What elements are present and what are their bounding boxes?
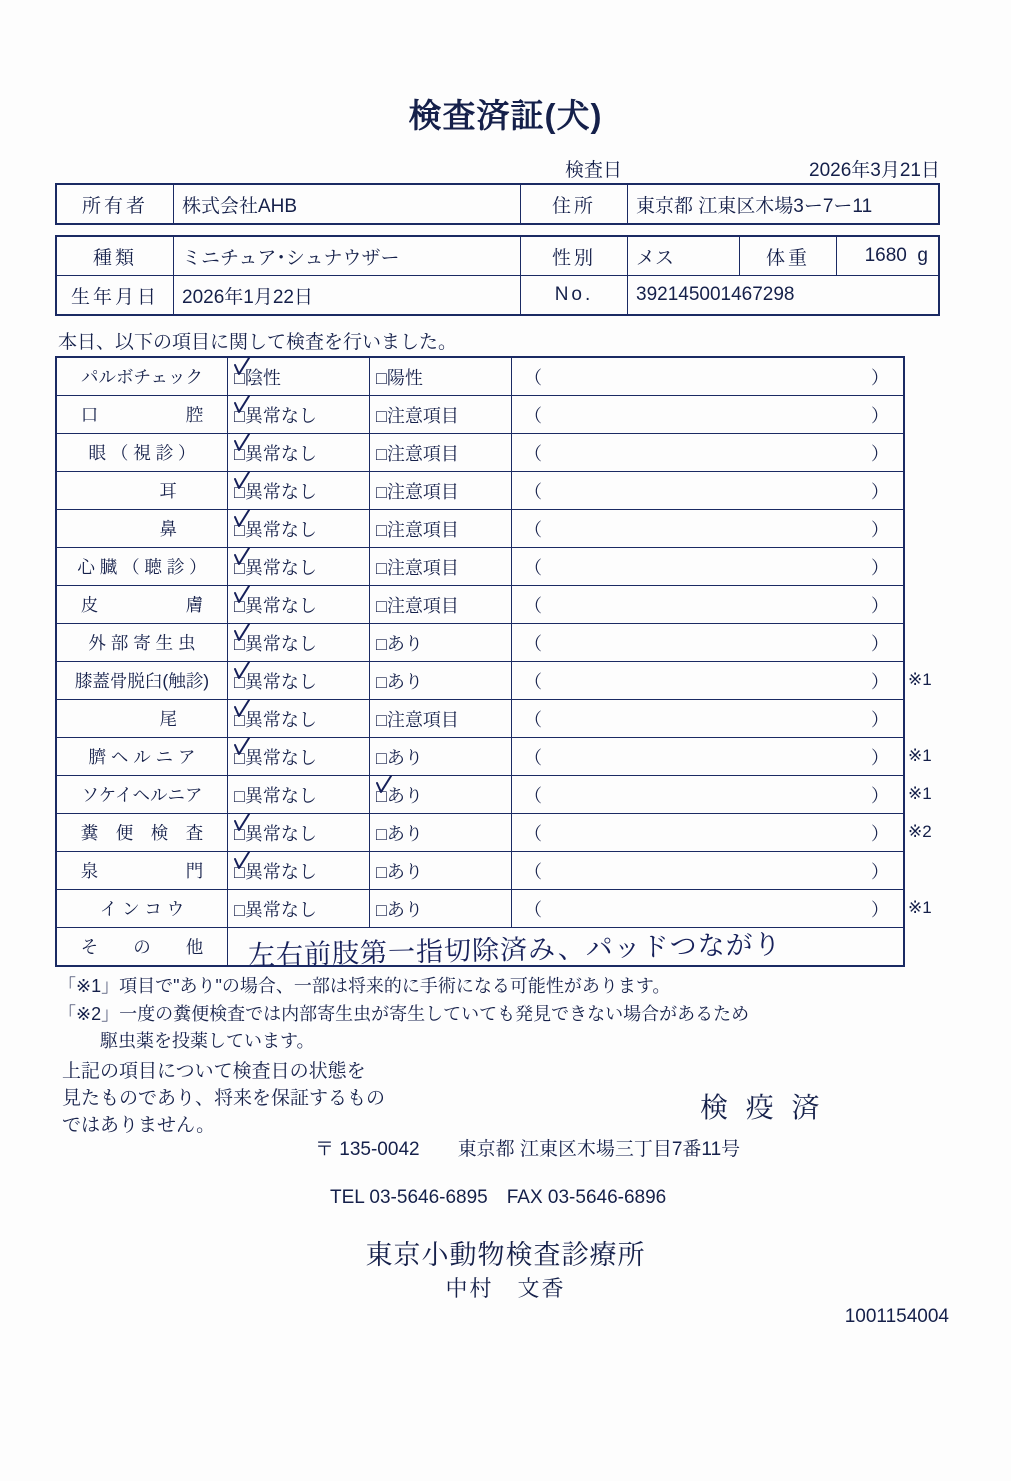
- table-row: [56, 276, 939, 316]
- exam-date-value: 2026年3月21日: [809, 160, 940, 181]
- paren-open: （: [524, 633, 542, 654]
- inspection-row: [56, 510, 904, 548]
- checkbox-2[interactable]: □: [376, 367, 387, 388]
- checkbox-1[interactable]: □: [234, 443, 245, 464]
- owner-label: 所有者: [56, 184, 174, 224]
- inspection-remark-field[interactable]: [512, 586, 905, 624]
- inspection-option-2[interactable]: [370, 396, 512, 434]
- checkbox-2[interactable]: □: [376, 443, 387, 464]
- breed-label: 種類: [56, 236, 174, 276]
- inspection-table: [55, 356, 905, 967]
- breed-value: ミニチュア･シュナウザー: [174, 236, 521, 276]
- inspection-option-2[interactable]: [370, 662, 512, 700]
- paren-close: ）: [871, 481, 889, 502]
- inspection-item-label: 尾: [56, 700, 228, 738]
- checkbox-1[interactable]: □: [234, 595, 245, 616]
- weight-value: 1680: [864, 245, 907, 266]
- checkbox-1[interactable]: □: [234, 861, 245, 882]
- inspection-item-label: イ ン コ ウ: [56, 890, 228, 928]
- paren-open: （: [524, 747, 542, 768]
- option-label-1: 異常なし: [244, 747, 317, 768]
- inspection-row: [56, 852, 904, 890]
- checkbox-2[interactable]: □: [376, 823, 387, 844]
- option-label-2: 注意項目: [386, 519, 459, 540]
- checkbox-1[interactable]: □: [234, 633, 245, 654]
- paren-close: ）: [871, 405, 889, 426]
- quarantine-stamp: 検 疫 済: [700, 1092, 825, 1123]
- owner-table: [55, 183, 940, 225]
- inspection-item-label: 糞 便 検 査: [56, 814, 228, 852]
- inspection-row: [56, 396, 904, 434]
- table-row: [56, 184, 939, 224]
- inspection-option-1[interactable]: [228, 548, 370, 586]
- note-marker: ※1: [908, 670, 932, 689]
- no-value: 392145001467298: [628, 276, 940, 316]
- inspection-remark-field[interactable]: [512, 814, 905, 852]
- weight-unit: g: [917, 245, 928, 266]
- inspection-remark-field[interactable]: [512, 890, 905, 928]
- paren-close: ）: [871, 861, 889, 882]
- paren-close: ）: [871, 367, 889, 388]
- veterinarian-name: 中村 文香: [445, 1276, 566, 1301]
- inspection-option-2[interactable]: [370, 738, 512, 776]
- option-label-1: 異常なし: [244, 443, 317, 464]
- inspection-remark-field[interactable]: [512, 472, 905, 510]
- note-marker: ※1: [908, 746, 932, 765]
- address-label: 住所: [521, 184, 628, 224]
- checkbox-1[interactable]: □: [234, 519, 245, 540]
- option-label-2: 注意項目: [386, 405, 459, 426]
- option-label-1: 異常なし: [244, 519, 317, 540]
- inspection-option-2[interactable]: [370, 814, 512, 852]
- inspection-item-label: 皮 膚: [56, 586, 228, 624]
- checkbox-1[interactable]: □: [234, 405, 245, 426]
- clinic-telephone-fax: TEL 03-5646-6895 FAX 03-5646-6896: [330, 1187, 667, 1208]
- inspection-remark-field[interactable]: [512, 434, 905, 472]
- inspection-remark-field[interactable]: [512, 776, 905, 814]
- inspection-option-1[interactable]: [228, 700, 370, 738]
- inspection-row: [56, 472, 904, 510]
- inspection-remark-field[interactable]: [512, 396, 905, 434]
- paren-open: （: [524, 823, 542, 844]
- page-title: 検査済証(犬): [408, 97, 603, 134]
- inspection-option-2[interactable]: [370, 852, 512, 890]
- inspection-option-1[interactable]: [228, 357, 370, 396]
- checkbox-2[interactable]: □: [376, 709, 387, 730]
- checkbox-2[interactable]: □: [376, 405, 387, 426]
- paren-open: （: [524, 519, 542, 540]
- inspection-item-label: 口 腔: [56, 396, 228, 434]
- paren-close: ）: [871, 899, 889, 920]
- footnote-2: 「※2」一度の糞便検査では内部寄生虫が寄生していても発見できない場合があるため: [58, 1004, 750, 1024]
- footnote-1: 「※1」項目で"あり"の場合、一部は将来的に手術になる可能性があります。: [58, 976, 671, 996]
- note-marker: ※1: [908, 784, 932, 803]
- inspection-row: [56, 586, 904, 624]
- inspection-item-label: 膝蓋骨脱臼(触診): [56, 662, 228, 700]
- inspection-row: [56, 357, 904, 396]
- option-label-2: あり: [386, 633, 423, 654]
- inspection-remark-field[interactable]: [512, 624, 905, 662]
- paren-close: ）: [871, 785, 889, 806]
- option-label-2: あり: [386, 785, 423, 806]
- inspection-option-1[interactable]: [228, 396, 370, 434]
- option-label-1: 異常なし: [244, 671, 317, 692]
- inspection-option-2[interactable]: [370, 510, 512, 548]
- checkbox-2[interactable]: □: [376, 747, 387, 768]
- option-label-2: 注意項目: [386, 709, 459, 730]
- option-label-2: 注意項目: [386, 595, 459, 616]
- paren-open: （: [524, 367, 542, 388]
- inspection-remark-field[interactable]: [512, 548, 905, 586]
- option-label-1: 異常なし: [244, 709, 317, 730]
- inspection-item-label: 眼 （ 視 診 ）: [56, 434, 228, 472]
- inspection-remark-field[interactable]: [512, 510, 905, 548]
- paren-open: （: [524, 899, 542, 920]
- paren-open: （: [524, 709, 542, 730]
- option-label-1: 異常なし: [244, 405, 317, 426]
- option-label-2: あり: [386, 823, 423, 844]
- no-label: No.: [521, 276, 628, 316]
- animal-info-table: [55, 235, 940, 316]
- serial-number: 1001154004: [844, 1306, 949, 1327]
- paren-close: ）: [871, 633, 889, 654]
- clinic-postal-address: 〒 135-0042 東京都 江東区木場三丁目7番11号: [315, 1139, 741, 1160]
- inspection-option-1[interactable]: [228, 510, 370, 548]
- inspection-remark-field[interactable]: [512, 357, 905, 396]
- option-label-1: 陰性: [244, 367, 281, 388]
- inspection-row: [56, 624, 904, 662]
- paren-close: ）: [871, 671, 889, 692]
- checkbox-2[interactable]: □: [376, 899, 387, 920]
- inspection-option-1[interactable]: [228, 814, 370, 852]
- checkbox-1[interactable]: □: [234, 709, 245, 730]
- inspection-option-1[interactable]: [228, 890, 370, 928]
- checkbox-1[interactable]: □: [234, 671, 245, 692]
- inspection-option-1[interactable]: [228, 586, 370, 624]
- checkbox-2[interactable]: □: [376, 557, 387, 578]
- paren-close: ）: [871, 519, 889, 540]
- checkbox-1[interactable]: □: [234, 899, 245, 920]
- option-label-2: 注意項目: [386, 557, 459, 578]
- inspection-item-label: 外 部 寄 生 虫: [56, 624, 228, 662]
- paren-close: ）: [871, 557, 889, 578]
- inspection-option-1[interactable]: [228, 662, 370, 700]
- option-label-1: 異常なし: [244, 785, 317, 806]
- paren-close: ）: [871, 595, 889, 616]
- checkbox-2[interactable]: □: [376, 861, 387, 882]
- checkbox-2[interactable]: □: [376, 633, 387, 654]
- option-label-2: あり: [386, 747, 423, 768]
- option-label-2: 陽性: [386, 367, 423, 388]
- other-label: そ の 他: [56, 928, 228, 967]
- option-label-2: あり: [386, 899, 423, 920]
- intro-text: 本日、以下の項目に関して検査を行いました。: [58, 332, 458, 353]
- address-value: 東京都 江東区木場3ー7ー11: [628, 184, 940, 224]
- checkbox-1[interactable]: □: [234, 367, 245, 388]
- inspection-row: [56, 548, 904, 586]
- inspection-option-2[interactable]: [370, 434, 512, 472]
- birthdate-label: 生年月日: [56, 276, 174, 316]
- inspection-option-1[interactable]: [228, 624, 370, 662]
- option-label-2: あり: [386, 671, 423, 692]
- checkbox-2[interactable]: □: [376, 785, 387, 806]
- option-label-1: 異常なし: [244, 557, 317, 578]
- checkbox-1[interactable]: □: [234, 823, 245, 844]
- inspection-row: [56, 662, 904, 700]
- checkbox-2[interactable]: □: [376, 595, 387, 616]
- checkbox-2[interactable]: □: [376, 519, 387, 540]
- weight-value-cell: [837, 236, 940, 276]
- inspection-option-2[interactable]: [370, 776, 512, 814]
- inspection-row: [56, 776, 904, 814]
- inspection-item-label: 臍 ヘ ル ニ ア: [56, 738, 228, 776]
- sex-label: 性別: [521, 236, 628, 276]
- option-label-1: 異常なし: [244, 481, 317, 502]
- inspection-option-2[interactable]: [370, 624, 512, 662]
- paren-close: ）: [871, 747, 889, 768]
- paren-close: ）: [871, 709, 889, 730]
- option-label-1: 異常なし: [244, 823, 317, 844]
- checkbox-1[interactable]: □: [234, 747, 245, 768]
- inspection-item-label: 耳: [56, 472, 228, 510]
- inspection-row: [56, 814, 904, 852]
- checkbox-1[interactable]: □: [234, 481, 245, 502]
- inspection-option-1[interactable]: [228, 776, 370, 814]
- inspection-remark-field[interactable]: [512, 852, 905, 890]
- inspection-option-2[interactable]: [370, 890, 512, 928]
- paren-open: （: [524, 481, 542, 502]
- clinic-name: 東京小動物検査診療所: [365, 1240, 646, 1270]
- inspection-item-label: 泉 門: [56, 852, 228, 890]
- checkbox-1[interactable]: □: [234, 557, 245, 578]
- inspection-option-2[interactable]: [370, 586, 512, 624]
- option-label-2: 注意項目: [386, 481, 459, 502]
- option-label-2: 注意項目: [386, 443, 459, 464]
- disclaimer-line-1: 上記の項目について検査日の状態を: [62, 1061, 366, 1082]
- note-marker: ※1: [908, 898, 932, 917]
- option-label-1: 異常なし: [244, 633, 317, 654]
- disclaimer-block: [62, 1058, 385, 1139]
- paren-open: （: [524, 671, 542, 692]
- exam-date-row: [55, 155, 940, 181]
- paren-close: ）: [871, 823, 889, 844]
- inspection-option-1[interactable]: [228, 434, 370, 472]
- inspection-row: [56, 738, 904, 776]
- inspection-option-1[interactable]: [228, 852, 370, 890]
- option-label-2: あり: [386, 861, 423, 882]
- option-label-1: 異常なし: [244, 861, 317, 882]
- inspection-row: [56, 434, 904, 472]
- other-handwritten-note: 左右前肢第一指切除済み、パッドつながり: [247, 929, 782, 972]
- paren-open: （: [524, 557, 542, 578]
- inspection-item-label: 心 臓 （ 聴 診 ）: [56, 548, 228, 586]
- disclaimer-line-3: ではありません。: [62, 1115, 216, 1136]
- checkbox-2[interactable]: □: [376, 671, 387, 692]
- inspection-option-2[interactable]: [370, 472, 512, 510]
- option-label-1: 異常なし: [244, 595, 317, 616]
- inspection-item-label: 鼻: [56, 510, 228, 548]
- paren-open: （: [524, 405, 542, 426]
- inspection-remark-field[interactable]: [512, 662, 905, 700]
- inspection-item-label: ソケイヘルニア: [56, 776, 228, 814]
- inspection-option-1[interactable]: [228, 738, 370, 776]
- paren-close: ）: [871, 443, 889, 464]
- sex-value: メス: [628, 236, 740, 276]
- note-marker: ※2: [908, 822, 932, 841]
- inspection-option-2[interactable]: [370, 700, 512, 738]
- table-row: [56, 236, 939, 276]
- inspection-row: [56, 700, 904, 738]
- owner-value: 株式会社AHB: [174, 184, 521, 224]
- checkbox-2[interactable]: □: [376, 481, 387, 502]
- inspection-option-2[interactable]: [370, 357, 512, 396]
- inspection-item-label: パルボチェック: [56, 357, 228, 396]
- weight-label: 体重: [740, 236, 837, 276]
- paren-open: （: [524, 785, 542, 806]
- inspection-remark-field[interactable]: [512, 700, 905, 738]
- exam-date-label: 検査日: [565, 160, 623, 181]
- inspection-option-1[interactable]: [228, 472, 370, 510]
- checkbox-1[interactable]: □: [234, 785, 245, 806]
- birthdate-value: 2026年1月22日: [174, 276, 521, 316]
- paren-open: （: [524, 861, 542, 882]
- footnote-2-cont: 駆虫薬を投薬しています。: [100, 1031, 315, 1051]
- disclaimer-line-2: 見たものであり、将来を保証するもの: [62, 1088, 386, 1109]
- inspection-remark-field[interactable]: [512, 738, 905, 776]
- paren-open: （: [524, 595, 542, 616]
- option-label-1: 異常なし: [244, 899, 317, 920]
- inspection-option-2[interactable]: [370, 548, 512, 586]
- paren-open: （: [524, 443, 542, 464]
